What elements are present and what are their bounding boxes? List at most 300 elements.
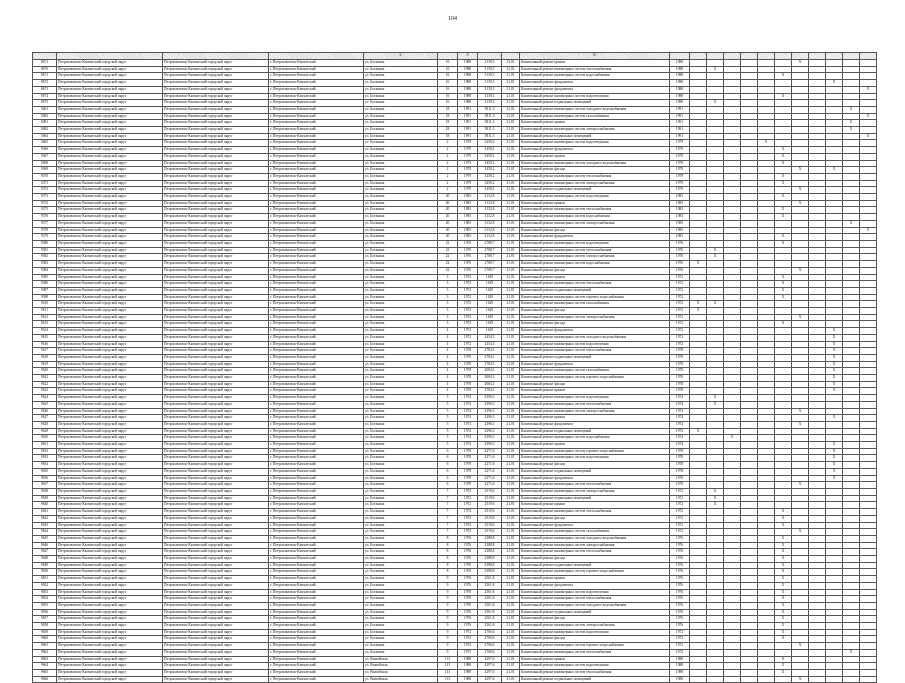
table-cell: ул. Ботаника [364, 100, 438, 107]
table-cell: 16 [438, 80, 458, 87]
table-cell: г. Петропавловск-Камчатский [269, 415, 364, 422]
table-cell: г. Петропавловск-Камчатский [269, 73, 364, 80]
mark-cell [843, 415, 860, 422]
table-cell: г. Петропавловск-Камчатский [269, 301, 364, 308]
table-cell: г. Петропавловск-Камчатский [269, 522, 364, 529]
mark-cell [860, 93, 877, 100]
mark-cell [860, 596, 877, 603]
mark-cell [690, 556, 707, 563]
table-cell: Петропавловск-Камчатский городской округ [57, 529, 163, 536]
header-cell [438, 53, 458, 60]
mark-cell: X [775, 194, 792, 201]
table-cell: Петропавловск-Камчатский городской округ [163, 187, 269, 194]
mark-cell [860, 676, 877, 683]
mark-cell [707, 562, 724, 569]
table-cell: ул. Ботаника [364, 515, 438, 522]
table-cell: Петропавловск-Камчатский городской округ [57, 281, 163, 288]
table-cell: 21,01 [502, 86, 520, 93]
table-cell: 1629 [478, 328, 502, 335]
table-cell: 1983 [458, 200, 478, 207]
mark-cell [792, 194, 809, 201]
mark-cell [724, 66, 741, 73]
table-cell: 20 [438, 200, 458, 207]
table-cell: 1972 [458, 502, 478, 509]
table-cell: 16 [438, 60, 458, 67]
table-cell: ул. Ботаника [364, 73, 438, 80]
table-cell: 1979 [670, 153, 690, 160]
mark-cell [843, 200, 860, 207]
table-cell: Капитальный ремонт крыши [520, 60, 670, 67]
table-cell: 3132,8 [478, 207, 502, 214]
table-row [33, 656, 877, 663]
mark-cell [826, 267, 843, 274]
table-cell: Петропавловск-Камчатский городской округ [57, 173, 163, 180]
mark-cell [724, 234, 741, 241]
mark-cell: X [843, 220, 860, 227]
table-cell: 8673 [33, 86, 57, 93]
table-cell: 8 [438, 556, 458, 563]
mark-cell [724, 455, 741, 462]
table-cell: 1629 [478, 281, 502, 288]
table-cell: 9611 [33, 308, 57, 315]
table-cell: Петропавловск-Камчатский городской округ [57, 596, 163, 603]
table-cell: Капитальный ремонт инженерных систем горячего водоснабжения [520, 448, 670, 455]
table-cell: 2388,8 [478, 556, 502, 563]
table-cell: 2271,6 [478, 468, 502, 475]
mark-cell [843, 301, 860, 308]
table-cell: Петропавловск-Камчатский городской округ [163, 401, 269, 408]
header-cell [670, 53, 690, 60]
mark-cell [860, 73, 877, 80]
mark-cell [690, 227, 707, 234]
table-cell: ул. Ботаника [364, 321, 438, 328]
mark-cell [843, 334, 860, 341]
table-cell: Петропавловск-Камчатский городской округ [57, 234, 163, 241]
table-cell: ул. Ботаника [364, 616, 438, 623]
table-cell: 1991 [670, 113, 690, 120]
table-cell: 2 [438, 153, 458, 160]
mark-cell: X [775, 274, 792, 281]
table-cell: 21,01 [502, 113, 520, 120]
mark-cell [741, 415, 758, 422]
table-cell: 1972 [458, 314, 478, 321]
table-cell: ул. Ботаника [364, 127, 438, 134]
table-cell: г. Петропавловск-Камчатский [269, 623, 364, 630]
mark-cell [792, 489, 809, 496]
table-cell: 4 [438, 388, 458, 395]
table-row [33, 401, 877, 408]
mark-cell [690, 549, 707, 556]
table-cell: Капитальный ремонт фундамента [520, 361, 670, 368]
table-cell: г. Петропавловск-Камчатский [269, 254, 364, 261]
mark-cell [826, 254, 843, 261]
mark-cell [707, 113, 724, 120]
table-cell: 21,01 [502, 549, 520, 556]
table-cell: г. Петропавловск-Камчатский [269, 106, 364, 113]
table-cell: 9627 [33, 415, 57, 422]
table-cell: Петропавловск-Камчатский городской округ [57, 629, 163, 636]
mark-cell [809, 314, 826, 321]
mark-cell [775, 301, 792, 308]
table-cell: 1976 [458, 535, 478, 542]
table-cell: 6 [438, 482, 458, 489]
table-cell: 9376 [33, 214, 57, 221]
table-cell: 1983 [458, 220, 478, 227]
mark-cell [809, 194, 826, 201]
table-cell: Петропавловск-Камчатский городской округ [163, 381, 269, 388]
mark-cell [843, 167, 860, 174]
table-cell: 1974 [458, 442, 478, 449]
mark-cell [809, 448, 826, 455]
table-cell: 2561,8 [478, 616, 502, 623]
table-cell: г. Петропавловск-Камчатский [269, 234, 364, 241]
table-cell: Капитальный ремонт подвальных помещений [520, 287, 670, 294]
mark-cell: X [690, 301, 707, 308]
table-cell: 1978 [458, 448, 478, 455]
table-cell: 1972 [670, 341, 690, 348]
mark-cell [826, 66, 843, 73]
mark-cell [741, 254, 758, 261]
table-cell: ул. Ботаника [364, 482, 438, 489]
mark-cell [707, 643, 724, 650]
mark-cell [741, 247, 758, 254]
mark-cell [724, 180, 741, 187]
mark-cell [707, 616, 724, 623]
mark-cell: X [707, 495, 724, 502]
table-row [33, 167, 877, 174]
mark-cell [758, 354, 775, 361]
table-cell: 2396,3 [478, 435, 502, 442]
mark-cell [724, 287, 741, 294]
table-cell: 1976 [670, 261, 690, 268]
table-cell: 20 [438, 194, 458, 201]
mark-cell [843, 656, 860, 663]
table-cell: Петропавловск-Камчатский городской округ [163, 509, 269, 516]
mark-cell [741, 643, 758, 650]
table-cell: 1976 [670, 569, 690, 576]
mark-cell [707, 281, 724, 288]
mark-cell [792, 448, 809, 455]
mark-cell [775, 643, 792, 650]
mark-cell [843, 582, 860, 589]
mark-cell [826, 636, 843, 643]
mark-cell [809, 381, 826, 388]
table-cell: Капитальный ремонт подвальных помещений [520, 562, 670, 569]
mark-cell [690, 562, 707, 569]
mark-cell [826, 676, 843, 683]
mark-cell [826, 153, 843, 160]
table-cell: 1976 [670, 582, 690, 589]
table-cell: 5 [438, 401, 458, 408]
table-cell: 2388,8 [478, 549, 502, 556]
mark-cell [792, 240, 809, 247]
mark-cell [860, 220, 877, 227]
mark-cell [724, 569, 741, 576]
table-row [33, 348, 877, 355]
mark-cell [741, 609, 758, 616]
table-cell: ул. Ботаника [364, 180, 438, 187]
table-cell: 1972 [670, 649, 690, 656]
mark-cell [758, 368, 775, 375]
mark-cell [724, 147, 741, 154]
table-cell: ул. Ботаника [364, 227, 438, 234]
mark-cell [843, 194, 860, 201]
table-cell: Капитальный ремонт фасада [520, 267, 670, 274]
table-cell: Петропавловск-Камчатский городской округ [163, 328, 269, 335]
table-cell: 9643 [33, 522, 57, 529]
mark-cell: X [775, 234, 792, 241]
header-cell [690, 53, 707, 60]
table-cell: 9631 [33, 442, 57, 449]
mark-cell [724, 120, 741, 127]
mark-cell [860, 656, 877, 663]
table-cell: Капитальный ремонт инженерных систем водоотведения [520, 395, 670, 402]
table-cell: 9629 [33, 428, 57, 435]
table-cell: 1972 [670, 515, 690, 522]
mark-cell: X [775, 663, 792, 670]
mark-cell [741, 649, 758, 656]
table-cell: г. Петропавловск-Камчатский [269, 214, 364, 221]
table-cell: Петропавловск-Камчатский городской округ [163, 482, 269, 489]
mark-cell [843, 153, 860, 160]
mark-cell [724, 596, 741, 603]
mark-cell [792, 596, 809, 603]
mark-cell: X [860, 113, 877, 120]
table-cell: Капитальный ремонт инженерных систем теплоснабжения [520, 509, 670, 516]
table-cell: 1979 [670, 187, 690, 194]
table-cell: 1978 [458, 354, 478, 361]
table-cell: Капитальный ремонт инженерных систем водоснабжения [520, 73, 670, 80]
table-cell: 21,01 [502, 220, 520, 227]
table-cell: г. Петропавловск-Камчатский [269, 133, 364, 140]
table-cell: Петропавловск-Камчатский городской округ [57, 489, 163, 496]
table-cell: ул. Ботаника [364, 86, 438, 93]
mark-cell [809, 80, 826, 87]
table-cell: Капитальный ремонт инженерных систем холодного водоснабжения [520, 334, 670, 341]
mark-cell [690, 663, 707, 670]
mark-cell [826, 643, 843, 650]
mark-cell [690, 623, 707, 630]
mark-cell [775, 60, 792, 67]
table-cell: Петропавловск-Камчатский городской округ [163, 173, 269, 180]
mark-cell [758, 113, 775, 120]
mark-cell [758, 636, 775, 643]
table-cell: 3458,2 [478, 153, 502, 160]
table-row [33, 308, 877, 315]
mark-cell [860, 435, 877, 442]
table-cell: 3 [438, 308, 458, 315]
mark-cell [792, 66, 809, 73]
mark-cell [843, 240, 860, 247]
mark-cell [758, 100, 775, 107]
table-cell: 2388,8 [478, 562, 502, 569]
table-cell: Петропавловск-Камчатский городской округ [163, 582, 269, 589]
mark-cell [707, 93, 724, 100]
mark-cell [758, 60, 775, 67]
mark-cell [707, 375, 724, 382]
mark-cell [758, 602, 775, 609]
mark-cell [741, 435, 758, 442]
mark-cell [707, 160, 724, 167]
mark-cell [826, 214, 843, 221]
table-cell: ул. Ботаника [364, 80, 438, 87]
table-cell: Петропавловск-Камчатский городской округ [163, 368, 269, 375]
table-cell: 5 [438, 415, 458, 422]
mark-cell [741, 448, 758, 455]
table-cell: 9636 [33, 475, 57, 482]
table-cell: г. Петропавловск-Камчатский [269, 86, 364, 93]
mark-cell [792, 308, 809, 315]
mark-cell: X [775, 73, 792, 80]
mark-cell [843, 509, 860, 516]
table-cell: Петропавловск-Камчатский городской округ [57, 140, 163, 147]
table-cell: Капитальный ремонт фундамента [520, 86, 670, 93]
mark-cell [724, 629, 741, 636]
mark-cell [758, 348, 775, 355]
header-cell: 10 [520, 53, 670, 60]
mark-cell: X [792, 676, 809, 683]
mark-cell [843, 314, 860, 321]
table-cell: Петропавловск-Камчатский городской округ [163, 287, 269, 294]
mark-cell [758, 247, 775, 254]
table-cell: 2561,8 [478, 602, 502, 609]
mark-cell [741, 173, 758, 180]
page-number: 104 [448, 16, 457, 22]
table-cell: г. Петропавловск-Камчатский [269, 395, 364, 402]
mark-cell [741, 261, 758, 268]
mark-cell [826, 408, 843, 415]
table-cell: Петропавловск-Камчатский городской округ [57, 589, 163, 596]
table-cell: 18 [438, 106, 458, 113]
table-cell: 6 [438, 462, 458, 469]
mark-cell [724, 468, 741, 475]
mark-cell [758, 529, 775, 536]
table-cell: 1972 [670, 529, 690, 536]
table-cell: 2396,3 [478, 401, 502, 408]
mark-cell [826, 669, 843, 676]
table-cell: 9379 [33, 234, 57, 241]
table-cell: 21,01 [502, 160, 520, 167]
table-cell: 9620 [33, 368, 57, 375]
mark-cell [724, 314, 741, 321]
table-cell: 7 [438, 495, 458, 502]
table-cell: 9666 [33, 676, 57, 683]
table-cell: г. Петропавловск-Камчатский [269, 153, 364, 160]
table-cell: 1976 [670, 535, 690, 542]
table-cell: 1976 [458, 596, 478, 603]
table-cell: Петропавловск-Камчатский городской округ [163, 663, 269, 670]
mark-cell [758, 676, 775, 683]
mark-cell [843, 643, 860, 650]
mark-cell [775, 462, 792, 469]
table-cell: ул. Ботаника [364, 556, 438, 563]
mark-cell [707, 676, 724, 683]
header-cell [163, 53, 269, 60]
mark-cell [826, 60, 843, 67]
table-row [33, 415, 877, 422]
table-cell: г. Петропавловск-Камчатский [269, 502, 364, 509]
mark-cell [707, 556, 724, 563]
mark-cell [775, 348, 792, 355]
table-cell: 9658 [33, 623, 57, 630]
mark-cell [690, 535, 707, 542]
table-cell: Петропавловск-Камчатский городской округ [57, 522, 163, 529]
table-cell: 21,01 [502, 106, 520, 113]
table-cell: Петропавловск-Камчатский городской округ [57, 636, 163, 643]
mark-cell [860, 194, 877, 201]
mark-cell [758, 106, 775, 113]
mark-cell [826, 234, 843, 241]
table-cell: 2519,6 [478, 515, 502, 522]
table-cell: 21,01 [502, 254, 520, 261]
table-cell: 1988 [458, 86, 478, 93]
table-cell: ул. Ботаника [364, 106, 438, 113]
mark-cell [809, 368, 826, 375]
mark-cell [792, 361, 809, 368]
mark-cell [792, 368, 809, 375]
mark-cell [707, 354, 724, 361]
table-cell: 21,01 [502, 281, 520, 288]
mark-cell [843, 100, 860, 107]
table-cell: Капитальный ремонт фасада [520, 616, 670, 623]
table-cell: 9388 [33, 294, 57, 301]
table-cell: 21,01 [502, 442, 520, 449]
mark-cell [809, 428, 826, 435]
mark-cell [741, 341, 758, 348]
table-cell: 9384 [33, 267, 57, 274]
mark-cell [758, 381, 775, 388]
table-cell: 1988 [458, 100, 478, 107]
table-cell: г. Петропавловск-Камчатский [269, 375, 364, 382]
mark-cell [724, 60, 741, 67]
mark-cell [860, 421, 877, 428]
table-cell: 3 [438, 287, 458, 294]
table-cell: 9482 [33, 127, 57, 134]
mark-cell [758, 200, 775, 207]
mark-cell: X [826, 381, 843, 388]
table-cell: г. Петропавловск-Камчатский [269, 113, 364, 120]
table-cell: г. Петропавловск-Камчатский [269, 261, 364, 268]
table-cell: 21,01 [502, 227, 520, 234]
mark-cell [707, 334, 724, 341]
mark-cell: X [690, 428, 707, 435]
mark-cell [690, 281, 707, 288]
table-cell: 9659 [33, 629, 57, 636]
table-cell: 113 [438, 669, 458, 676]
mark-cell [826, 287, 843, 294]
table-cell: 1629 [478, 321, 502, 328]
mark-cell [792, 274, 809, 281]
table-cell: 21,01 [502, 408, 520, 415]
table-cell: 4297,6 [478, 669, 502, 676]
header-cell [792, 53, 809, 60]
table-row [33, 381, 877, 388]
table-cell: 2561,8 [478, 589, 502, 596]
table-cell: г. Петропавловск-Камчатский [269, 515, 364, 522]
table-cell: 21,01 [502, 200, 520, 207]
mark-cell [775, 100, 792, 107]
table-cell: Петропавловск-Камчатский городской округ [163, 549, 269, 556]
table-cell: 3139,3 [478, 60, 502, 67]
mark-cell [792, 113, 809, 120]
mark-cell: X [775, 556, 792, 563]
table-cell: 1972 [670, 287, 690, 294]
mark-cell [707, 173, 724, 180]
mark-cell [758, 334, 775, 341]
mark-cell [843, 147, 860, 154]
mark-cell [809, 301, 826, 308]
mark-cell [775, 80, 792, 87]
